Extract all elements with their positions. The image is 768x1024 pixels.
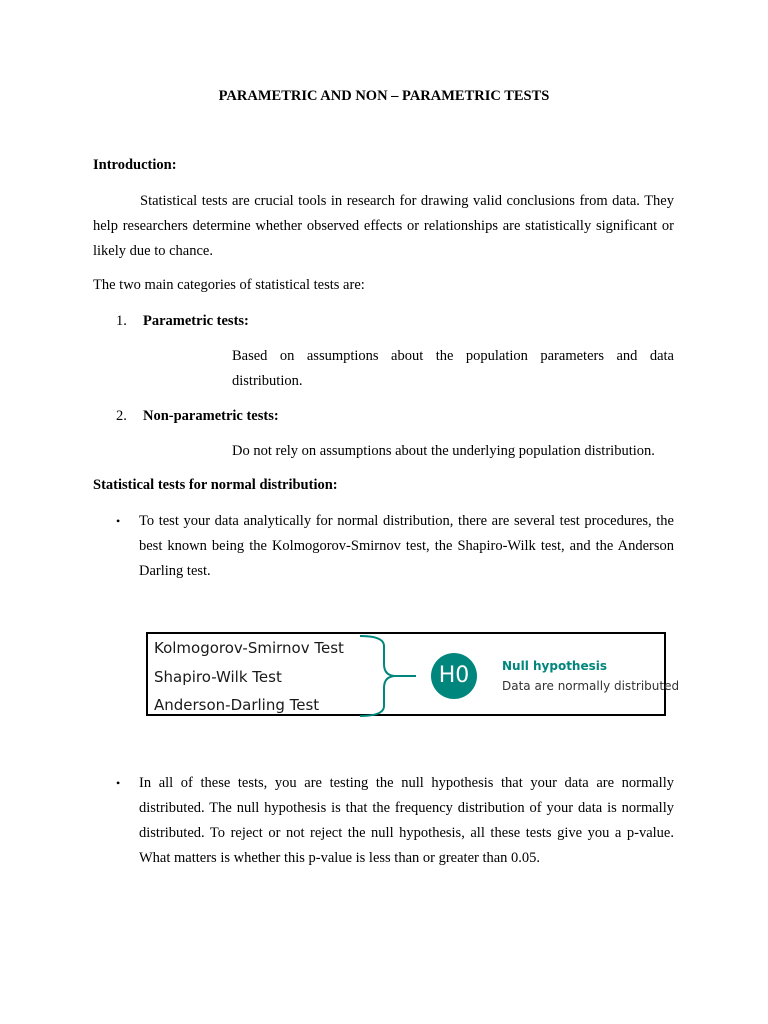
test-name: Kolmogorov-Smirnov Test: [154, 639, 344, 657]
category-number: 2.: [116, 408, 127, 424]
null-hypothesis-title: Null hypothesis: [502, 659, 608, 673]
introduction-heading: Introduction:: [93, 157, 177, 173]
null-hypothesis-badge: H0: [431, 653, 477, 699]
category-number: 1.: [116, 313, 127, 329]
bullet-icon: •: [116, 514, 121, 528]
test-name: Shapiro-Wilk Test: [154, 668, 282, 686]
bullet-icon: •: [116, 776, 121, 790]
parametric-tests-description: Based on assumptions about the population parameters and data distribution.: [232, 348, 674, 389]
page-title: PARAMETRIC AND NON – PARAMETRIC TESTS: [218, 88, 550, 104]
curly-brace-icon: [358, 634, 418, 718]
parametric-tests-label: Parametric tests:: [143, 313, 249, 329]
test-name: Anderson-Darling Test: [154, 696, 320, 714]
normality-tests-bullet: To test your data analytically for normal distribution, there are several test procedures, the best known being the Kolmogorov-Smirnov test, the Shapiro-Wilk test, and the Anderson Darling test.: [139, 513, 674, 579]
null-hypothesis-bullet: In all of these tests, you are testing the null hypothesis that your data are normally distributed. The null hypothesis is that the frequency distribution of your data is normally distributed. To reject or not reject the null hypothesis, all these tests give you a p-value. What matters is whether this p-value is less than or greater than 0.05.: [139, 775, 674, 866]
non-parametric-tests-label: Non-parametric tests:: [143, 408, 279, 424]
null-hypothesis-text: Data are normally distributed: [502, 679, 680, 693]
normality-tests-figure: [146, 632, 680, 716]
non-parametric-tests-description: Do not rely on assumptions about the underlying population distribution.: [232, 443, 655, 459]
categories-lead-text: The two main categories of statistical tests are:: [93, 277, 365, 293]
introduction-paragraph: Statistical tests are crucial tools in research for drawing valid conclusions from data. They help researchers determine whether observed effects or relationships are statistically significant or likely due to chance.: [93, 193, 674, 259]
normal-distribution-heading: Statistical tests for normal distribution:: [93, 477, 338, 493]
